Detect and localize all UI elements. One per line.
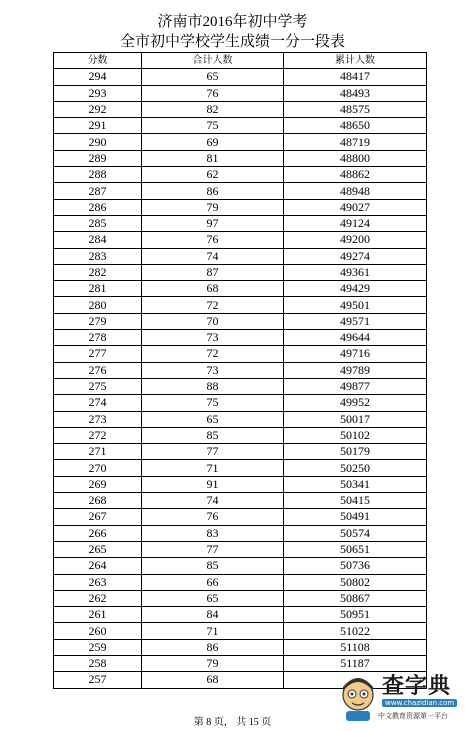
score-cell: 270 — [54, 460, 142, 476]
table-row — [54, 395, 427, 411]
count-cell: 71 — [142, 460, 284, 476]
score-cell: 262 — [54, 590, 142, 606]
count-cell: 62 — [142, 167, 284, 183]
cumulative-cell: 50491 — [284, 509, 427, 525]
cumulative-cell: 51022 — [284, 623, 427, 639]
cumulative-cell: 48650 — [284, 118, 427, 134]
table-row — [54, 330, 427, 346]
count-cell: 65 — [142, 69, 284, 85]
score-cell: 287 — [54, 183, 142, 199]
table-row — [54, 378, 427, 394]
score-cell: 276 — [54, 362, 142, 378]
table-row — [54, 215, 427, 231]
table-row — [54, 639, 427, 655]
score-cell: 265 — [54, 541, 142, 557]
cumulative-cell: 50179 — [284, 444, 427, 460]
cumulative-cell: 50415 — [284, 493, 427, 509]
cumulative-cell: 50017 — [284, 411, 427, 427]
table-row — [54, 444, 427, 460]
score-cell: 278 — [54, 330, 142, 346]
count-cell: 79 — [142, 655, 284, 671]
cumulative-cell: 48417 — [284, 69, 427, 85]
score-cell: 274 — [54, 395, 142, 411]
count-cell: 86 — [142, 639, 284, 655]
cumulative-cell: 50651 — [284, 541, 427, 557]
table-row — [54, 248, 427, 264]
cumulative-cell: 50250 — [284, 460, 427, 476]
mascot-icon — [338, 673, 378, 723]
table-row — [54, 101, 427, 117]
count-cell: 85 — [142, 558, 284, 574]
score-cell: 269 — [54, 476, 142, 492]
cumulative-cell: 48719 — [284, 134, 427, 150]
cumulative-cell: 49124 — [284, 215, 427, 231]
column-header-score: 分数 — [54, 53, 142, 69]
score-cell: 261 — [54, 607, 142, 623]
cumulative-cell: 49200 — [284, 232, 427, 248]
count-cell: 87 — [142, 264, 284, 280]
table-row — [54, 150, 427, 166]
table-row — [54, 118, 427, 134]
count-cell: 76 — [142, 232, 284, 248]
score-cell: 272 — [54, 427, 142, 443]
count-cell: 88 — [142, 378, 284, 394]
table-row — [54, 69, 427, 85]
score-cell: 293 — [54, 85, 142, 101]
score-cell: 267 — [54, 509, 142, 525]
count-cell: 76 — [142, 85, 284, 101]
count-cell: 97 — [142, 215, 284, 231]
table-row — [54, 281, 427, 297]
score-cell: 271 — [54, 444, 142, 460]
score-cell: 282 — [54, 264, 142, 280]
table-row — [54, 232, 427, 248]
count-cell: 66 — [142, 574, 284, 590]
score-cell: 266 — [54, 525, 142, 541]
count-cell: 69 — [142, 134, 284, 150]
watermark-brand: 查字典 — [382, 674, 452, 699]
score-cell: 259 — [54, 639, 142, 655]
score-cell: 263 — [54, 574, 142, 590]
score-cell: 277 — [54, 346, 142, 362]
page-number: 第 8 页， 共 15 页 — [193, 717, 272, 728]
table-row — [54, 167, 427, 183]
score-cell: 279 — [54, 313, 142, 329]
cumulative-cell: 49361 — [284, 264, 427, 280]
cumulative-cell: 48800 — [284, 150, 427, 166]
table-row — [54, 509, 427, 525]
count-cell: 77 — [142, 444, 284, 460]
watermark-logo — [338, 665, 465, 731]
count-cell: 79 — [142, 199, 284, 215]
score-cell: 288 — [54, 167, 142, 183]
count-cell: 86 — [142, 183, 284, 199]
cumulative-cell: 50341 — [284, 476, 427, 492]
count-cell: 74 — [142, 493, 284, 509]
count-cell: 84 — [142, 607, 284, 623]
score-cell: 268 — [54, 493, 142, 509]
table-row — [54, 460, 427, 476]
watermark-slogan: 中文教育资源第一平台 — [378, 712, 448, 720]
table-row — [54, 590, 427, 606]
count-cell: 91 — [142, 476, 284, 492]
count-cell: 74 — [142, 248, 284, 264]
score-cell: 283 — [54, 248, 142, 264]
column-header-cumulative: 累计人数 — [284, 53, 427, 69]
table-row — [54, 607, 427, 623]
table-row — [54, 313, 427, 329]
cumulative-cell: 48493 — [284, 85, 427, 101]
score-cell: 286 — [54, 199, 142, 215]
cumulative-cell: 49501 — [284, 297, 427, 313]
count-cell: 82 — [142, 101, 284, 117]
score-cell: 289 — [54, 150, 142, 166]
table-row — [54, 574, 427, 590]
document-title: 济南市2016年初中学考 — [157, 14, 308, 30]
cumulative-cell: 50802 — [284, 574, 427, 590]
score-cell: 275 — [54, 378, 142, 394]
table-row — [54, 558, 427, 574]
table-row — [54, 134, 427, 150]
cumulative-cell: 49716 — [284, 346, 427, 362]
cumulative-cell: 49877 — [284, 378, 427, 394]
column-header-count: 合计人数 — [142, 53, 284, 69]
table-row — [54, 427, 427, 443]
table-row — [54, 362, 427, 378]
count-cell: 72 — [142, 346, 284, 362]
table-row — [54, 623, 427, 639]
count-cell: 75 — [142, 395, 284, 411]
cumulative-cell: 50102 — [284, 427, 427, 443]
score-cell: 291 — [54, 118, 142, 134]
score-cell: 285 — [54, 215, 142, 231]
score-distribution-table — [53, 52, 427, 689]
cumulative-cell: 50951 — [284, 607, 427, 623]
count-cell: 72 — [142, 297, 284, 313]
count-cell: 71 — [142, 623, 284, 639]
document-subtitle: 全市初中学校学生成绩一分一段表 — [119, 34, 345, 50]
count-cell: 83 — [142, 525, 284, 541]
count-cell: 85 — [142, 427, 284, 443]
table-row — [54, 264, 427, 280]
count-cell: 75 — [142, 118, 284, 134]
score-cell: 290 — [54, 134, 142, 150]
table-row — [54, 346, 427, 362]
score-cell: 260 — [54, 623, 142, 639]
count-cell: 68 — [142, 672, 284, 688]
cumulative-cell: 50736 — [284, 558, 427, 574]
table-header-row — [54, 53, 427, 69]
score-cell: 281 — [54, 281, 142, 297]
watermark-url: www.chazidian.com — [382, 699, 457, 707]
cumulative-cell: 48575 — [284, 101, 427, 117]
cumulative-cell: 48862 — [284, 167, 427, 183]
score-cell: 264 — [54, 558, 142, 574]
score-cell: 284 — [54, 232, 142, 248]
cumulative-cell: 49429 — [284, 281, 427, 297]
table-row — [54, 541, 427, 557]
score-cell: 280 — [54, 297, 142, 313]
cumulative-cell: 48948 — [284, 183, 427, 199]
cumulative-cell: 49571 — [284, 313, 427, 329]
count-cell: 77 — [142, 541, 284, 557]
count-cell: 65 — [142, 411, 284, 427]
count-cell: 65 — [142, 590, 284, 606]
cumulative-cell: 51108 — [284, 639, 427, 655]
score-cell: 257 — [54, 672, 142, 688]
table-row — [54, 525, 427, 541]
score-cell: 294 — [54, 69, 142, 85]
count-cell: 68 — [142, 281, 284, 297]
cumulative-cell: 49027 — [284, 199, 427, 215]
cumulative-cell: 49274 — [284, 248, 427, 264]
cumulative-cell: 51187 — [284, 655, 427, 671]
table-row — [54, 493, 427, 509]
table-row — [54, 411, 427, 427]
count-cell: 76 — [142, 509, 284, 525]
cumulative-cell: 49789 — [284, 362, 427, 378]
count-cell: 73 — [142, 330, 284, 346]
count-cell: 70 — [142, 313, 284, 329]
score-cell: 292 — [54, 101, 142, 117]
table-row — [54, 85, 427, 101]
table-row — [54, 199, 427, 215]
cumulative-cell: 50867 — [284, 590, 427, 606]
score-cell: 273 — [54, 411, 142, 427]
table-row — [54, 476, 427, 492]
score-cell: 258 — [54, 655, 142, 671]
count-cell: 81 — [142, 150, 284, 166]
cumulative-cell: 49952 — [284, 395, 427, 411]
count-cell: 73 — [142, 362, 284, 378]
table-row — [54, 183, 427, 199]
cumulative-cell: 50574 — [284, 525, 427, 541]
table-row — [54, 297, 427, 313]
cumulative-cell: 49644 — [284, 330, 427, 346]
